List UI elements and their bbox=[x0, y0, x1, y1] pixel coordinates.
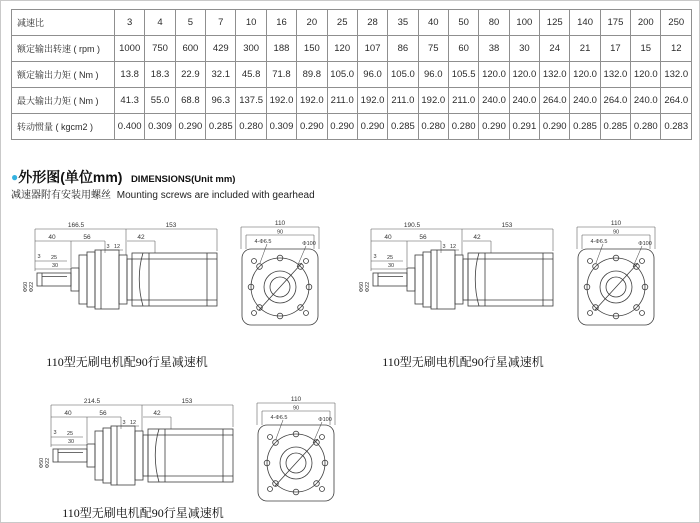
front-width: 110 bbox=[610, 220, 622, 227]
table-cell: 100 bbox=[509, 10, 539, 36]
shaft-diameter: Φ22 bbox=[365, 281, 371, 293]
table-cell: 0.285 bbox=[388, 114, 418, 140]
shaft-dim3: 30 bbox=[51, 263, 59, 269]
table-cell: 22.9 bbox=[175, 62, 205, 88]
table-cell: 24 bbox=[540, 36, 570, 62]
front-width: 110 bbox=[290, 396, 302, 403]
table-cell: 25 bbox=[327, 10, 357, 36]
side-view-3 bbox=[37, 393, 237, 515]
table-cell: 300 bbox=[236, 36, 266, 62]
table-cell: 175 bbox=[600, 10, 630, 36]
front-view-1 bbox=[233, 217, 328, 344]
pilot-diameter: Φ50 bbox=[39, 457, 45, 469]
drawing-assembly-3 bbox=[37, 393, 237, 520]
shaft-dim3: 30 bbox=[387, 263, 395, 269]
section-title-zh: 外形图(单位mm) bbox=[18, 169, 123, 185]
table-cell: 120.0 bbox=[631, 62, 661, 88]
table-cell: 0.285 bbox=[206, 114, 236, 140]
section-note-en: Mounting screws are included with gearhead bbox=[116, 190, 315, 201]
table-cell: 18.3 bbox=[145, 62, 175, 88]
table-cell: 96.0 bbox=[357, 62, 387, 88]
table-cell: 12 bbox=[661, 36, 692, 62]
dim-step1: 3 bbox=[106, 244, 110, 250]
table-cell: 125 bbox=[540, 10, 570, 36]
table-cell: 55.0 bbox=[145, 88, 175, 114]
shaft-dim3: 30 bbox=[67, 439, 75, 445]
table-cell: 0.290 bbox=[297, 114, 327, 140]
table-cell: 10 bbox=[236, 10, 266, 36]
table-cell: 71.8 bbox=[266, 62, 296, 88]
section-note-zh: 减速器附有安装用螺丝 bbox=[11, 190, 111, 201]
table-cell: 80 bbox=[479, 10, 509, 36]
table-cell: 0.280 bbox=[236, 114, 266, 140]
table-cell: 96.0 bbox=[418, 62, 448, 88]
table-cell: 200 bbox=[631, 10, 661, 36]
gearmotor-outline bbox=[37, 250, 217, 309]
dim-step2: 12 bbox=[129, 420, 137, 426]
table-cell: 0.280 bbox=[448, 114, 478, 140]
section-header bbox=[11, 167, 235, 187]
dim-step2: 12 bbox=[113, 244, 121, 250]
table-cell: 140 bbox=[570, 10, 600, 36]
table-cell: 28 bbox=[357, 10, 387, 36]
table-cell: 21 bbox=[570, 36, 600, 62]
table-cell: 105.5 bbox=[448, 62, 478, 88]
table-cell: 150 bbox=[297, 36, 327, 62]
section-note bbox=[11, 186, 315, 201]
dimension-lines bbox=[51, 405, 233, 447]
table-cell: 600 bbox=[175, 36, 205, 62]
dim-total-length: 166.5 bbox=[67, 222, 85, 229]
drawing-caption-2: 110型无刷电机配90行星减速机 bbox=[382, 355, 544, 369]
front-inner: 90 bbox=[612, 229, 620, 236]
table-cell: 132.0 bbox=[600, 62, 630, 88]
table-row bbox=[12, 88, 692, 114]
drawing-assembly-2 bbox=[357, 217, 557, 344]
gearmotor-outline bbox=[53, 426, 233, 485]
dim-total-length: 214.5 bbox=[83, 398, 101, 405]
table-cell: 0.280 bbox=[418, 114, 448, 140]
dim-step1: 3 bbox=[442, 244, 446, 250]
table-cell: 32.1 bbox=[206, 62, 236, 88]
dim-step1: 3 bbox=[122, 420, 126, 426]
table-cell: 240.0 bbox=[570, 88, 600, 114]
front-view-3 bbox=[249, 393, 344, 520]
table-cell: 38 bbox=[479, 36, 509, 62]
flange-outline bbox=[242, 249, 318, 325]
side-view-1 bbox=[21, 217, 221, 339]
shaft-dim1: 3 bbox=[53, 430, 57, 436]
dim-a: 40 bbox=[48, 234, 56, 241]
table-cell: 0.309 bbox=[266, 114, 296, 140]
table-cell: 5 bbox=[175, 10, 205, 36]
table-cell: 120.0 bbox=[570, 62, 600, 88]
table-cell: 0.290 bbox=[327, 114, 357, 140]
shaft-dim1: 3 bbox=[373, 254, 377, 260]
front-bolt-circle: Φ100 bbox=[318, 417, 332, 423]
row-label: 额定输出转速 ( rpm ) bbox=[12, 36, 115, 62]
table-row bbox=[12, 36, 692, 62]
table-cell: 188 bbox=[266, 36, 296, 62]
table-cell: 120 bbox=[327, 36, 357, 62]
table-cell: 96.3 bbox=[206, 88, 236, 114]
spec-table-body bbox=[12, 10, 692, 140]
table-cell: 264.0 bbox=[600, 88, 630, 114]
front-view-svg-2 bbox=[569, 217, 664, 339]
table-cell: 50 bbox=[448, 10, 478, 36]
table-cell: 211.0 bbox=[448, 88, 478, 114]
front-holes: 4-Φ6.5 bbox=[590, 239, 608, 245]
drawing-caption-3: 110型无刷电机配90行星减速机 bbox=[62, 506, 224, 520]
dim-motor-length: 153 bbox=[165, 222, 177, 229]
table-cell: 60 bbox=[448, 36, 478, 62]
table-cell: 45.8 bbox=[236, 62, 266, 88]
table-cell: 105.0 bbox=[388, 62, 418, 88]
table-cell: 137.5 bbox=[236, 88, 266, 114]
table-cell: 0.309 bbox=[145, 114, 175, 140]
table-cell: 132.0 bbox=[661, 62, 692, 88]
dim-b: 56 bbox=[419, 234, 427, 241]
table-cell: 75 bbox=[418, 36, 448, 62]
shaft-dim2: 25 bbox=[50, 255, 58, 261]
table-cell: 264.0 bbox=[540, 88, 570, 114]
section-title-en: DIMENSIONS(Unit mm) bbox=[130, 174, 236, 185]
front-inner: 90 bbox=[276, 229, 284, 236]
table-cell: 264.0 bbox=[661, 88, 692, 114]
shaft-dim2: 25 bbox=[386, 255, 394, 261]
table-cell: 20 bbox=[297, 10, 327, 36]
table-cell: 0.290 bbox=[479, 114, 509, 140]
table-cell: 3 bbox=[115, 10, 145, 36]
table-cell: 7 bbox=[206, 10, 236, 36]
table-cell: 4 bbox=[145, 10, 175, 36]
dim-total-length: 190.5 bbox=[403, 222, 421, 229]
dim-motor-length: 153 bbox=[181, 398, 193, 405]
front-view-svg-1 bbox=[233, 217, 328, 339]
table-row bbox=[12, 62, 692, 88]
row-label: 减速比 bbox=[12, 10, 115, 36]
row-label: 额定输出力矩 ( Nm ) bbox=[12, 62, 115, 88]
dim-b: 56 bbox=[99, 410, 107, 417]
shaft-diameter: Φ22 bbox=[45, 457, 51, 469]
table-cell: 30 bbox=[509, 36, 539, 62]
table-cell: 0.400 bbox=[115, 114, 145, 140]
dim-a: 40 bbox=[384, 234, 392, 241]
table-cell: 0.291 bbox=[509, 114, 539, 140]
dimension-lines bbox=[371, 229, 553, 271]
table-cell: 40 bbox=[418, 10, 448, 36]
table-cell: 16 bbox=[266, 10, 296, 36]
table-cell: 0.285 bbox=[570, 114, 600, 140]
flange-outline bbox=[258, 425, 334, 501]
table-cell: 0.290 bbox=[540, 114, 570, 140]
table-cell: 240.0 bbox=[631, 88, 661, 114]
table-cell: 192.0 bbox=[297, 88, 327, 114]
table-cell: 192.0 bbox=[418, 88, 448, 114]
dim-c: 42 bbox=[473, 234, 481, 241]
dim-c: 42 bbox=[137, 234, 145, 241]
front-holes: 4-Φ6.5 bbox=[254, 239, 272, 245]
table-cell: 192.0 bbox=[357, 88, 387, 114]
table-cell: 17 bbox=[600, 36, 630, 62]
dim-step2: 12 bbox=[449, 244, 457, 250]
front-view-2 bbox=[569, 217, 664, 344]
table-cell: 750 bbox=[145, 36, 175, 62]
front-width: 110 bbox=[274, 220, 286, 227]
table-row bbox=[12, 114, 692, 140]
table-cell: 132.0 bbox=[540, 62, 570, 88]
table-cell: 0.285 bbox=[600, 114, 630, 140]
pilot-diameter: Φ50 bbox=[359, 281, 365, 293]
dimension-lines bbox=[35, 229, 217, 271]
row-label: 转动惯量 ( kgcm2 ) bbox=[12, 114, 115, 140]
table-cell: 105.0 bbox=[327, 62, 357, 88]
table-cell: 86 bbox=[388, 36, 418, 62]
front-view-svg-3 bbox=[249, 393, 344, 515]
row-label: 最大输出力矩 ( Nm ) bbox=[12, 88, 115, 114]
spec-table bbox=[11, 9, 692, 140]
shaft-diameter: Φ22 bbox=[29, 281, 35, 293]
table-cell: 89.8 bbox=[297, 62, 327, 88]
table-cell: 0.283 bbox=[661, 114, 692, 140]
table-cell: 250 bbox=[661, 10, 692, 36]
front-bolt-circle: Φ100 bbox=[638, 241, 652, 247]
table-cell: 1000 bbox=[115, 36, 145, 62]
dim-b: 56 bbox=[83, 234, 91, 241]
table-cell: 0.290 bbox=[357, 114, 387, 140]
shaft-dim2: 25 bbox=[66, 431, 74, 437]
table-row bbox=[12, 10, 692, 36]
flange-outline bbox=[578, 249, 654, 325]
table-cell: 211.0 bbox=[327, 88, 357, 114]
drawing-caption-1: 110型无刷电机配90行星减速机 bbox=[46, 355, 208, 369]
table-cell: 120.0 bbox=[509, 62, 539, 88]
table-cell: 429 bbox=[206, 36, 236, 62]
table-cell: 211.0 bbox=[388, 88, 418, 114]
table-cell: 240.0 bbox=[479, 88, 509, 114]
dim-motor-length: 153 bbox=[501, 222, 513, 229]
table-cell: 15 bbox=[631, 36, 661, 62]
shaft-dim1: 3 bbox=[37, 254, 41, 260]
pilot-diameter: Φ50 bbox=[23, 281, 29, 293]
gearmotor-outline bbox=[373, 250, 553, 309]
table-cell: 13.8 bbox=[115, 62, 145, 88]
table-cell: 240.0 bbox=[509, 88, 539, 114]
dim-a: 40 bbox=[64, 410, 72, 417]
side-view-2 bbox=[357, 217, 557, 339]
bullet-icon: ● bbox=[11, 170, 19, 184]
table-cell: 120.0 bbox=[479, 62, 509, 88]
table-cell: 35 bbox=[388, 10, 418, 36]
table-cell: 41.3 bbox=[115, 88, 145, 114]
dim-c: 42 bbox=[153, 410, 161, 417]
front-bolt-circle: Φ100 bbox=[302, 241, 316, 247]
table-cell: 0.290 bbox=[175, 114, 205, 140]
drawing-assembly-1 bbox=[21, 217, 221, 344]
table-cell: 107 bbox=[357, 36, 387, 62]
table-cell: 192.0 bbox=[266, 88, 296, 114]
table-cell: 68.8 bbox=[175, 88, 205, 114]
front-holes: 4-Φ6.5 bbox=[270, 415, 288, 421]
table-cell: 0.280 bbox=[631, 114, 661, 140]
front-inner: 90 bbox=[292, 405, 300, 412]
